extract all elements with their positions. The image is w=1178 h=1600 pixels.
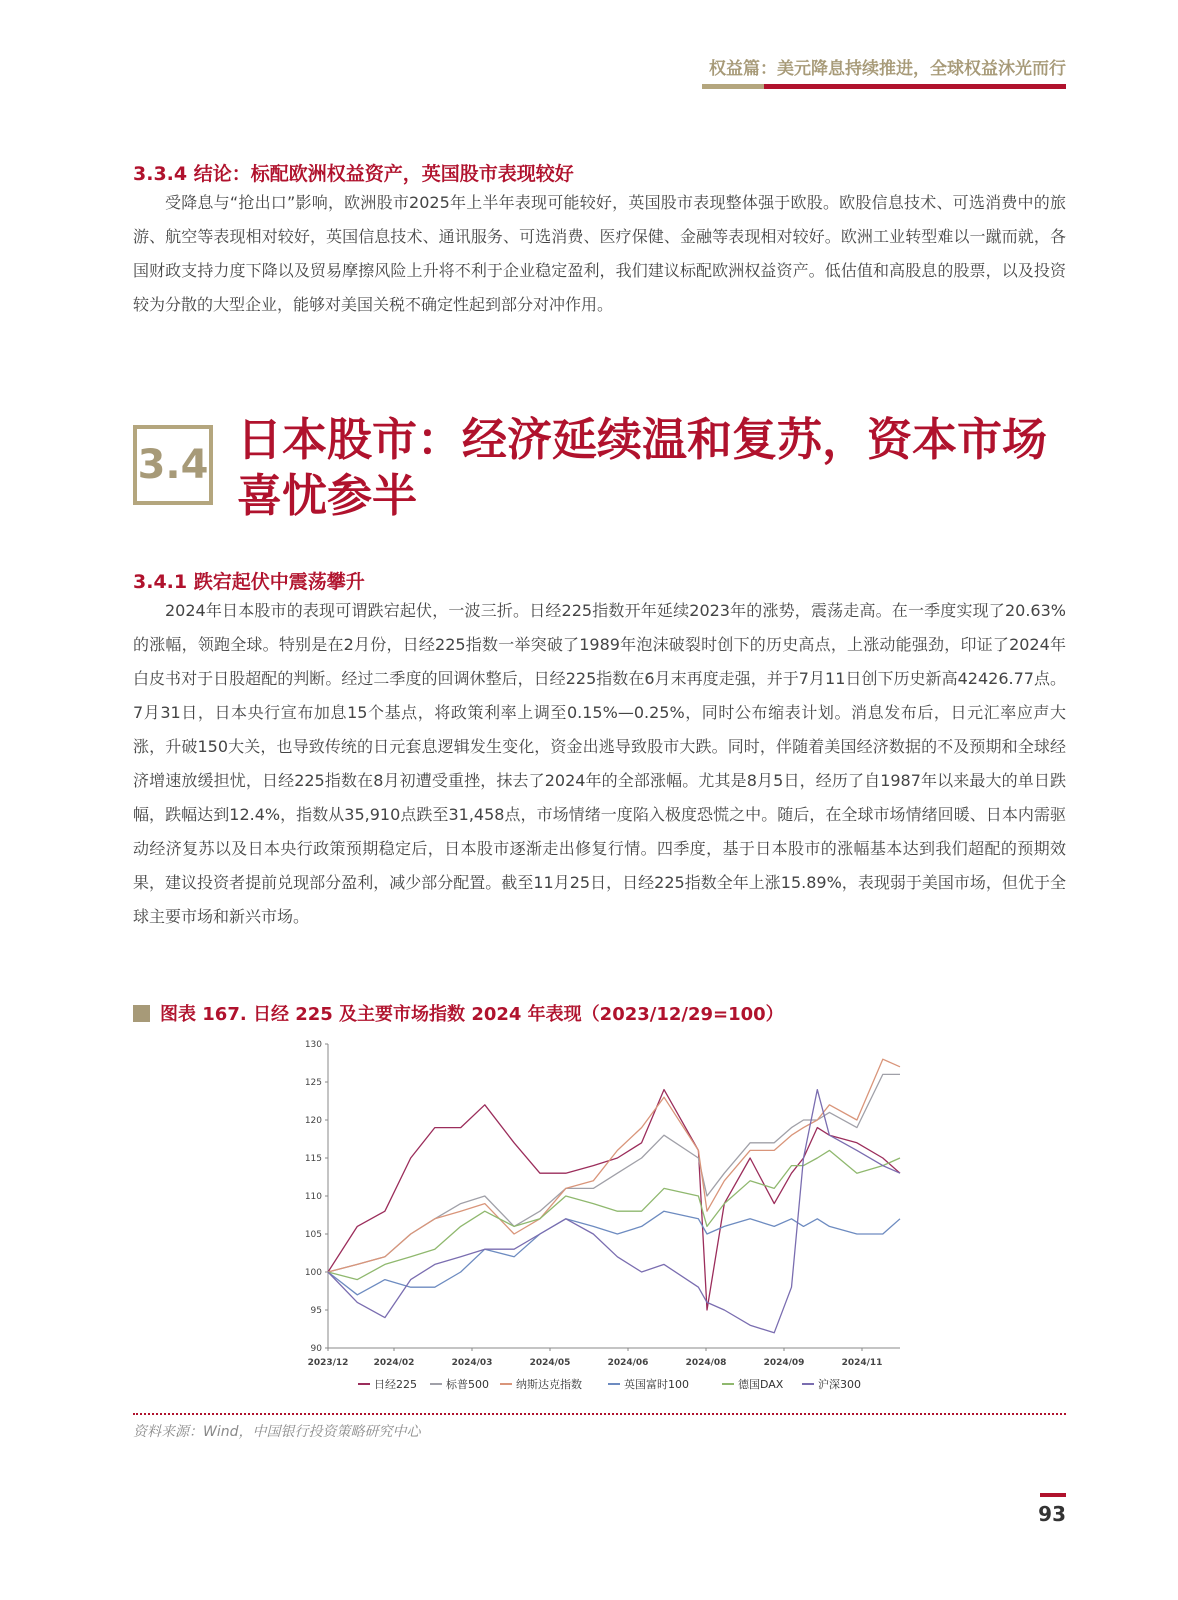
section-341-heading: 3.4.1 跌宕起伏中震荡攀升 (133, 571, 365, 593)
series-line-4 (328, 1150, 900, 1279)
figure-title-text: 图表 167. 日经 225 及主要市场指数 2024 年表现（2023/12/29=100） (160, 1004, 784, 1025)
page-number: 93 (1038, 1502, 1066, 1526)
section-34-title: 日本股市：经济延续温和复苏，资本市场喜忧参半 (237, 413, 1048, 522)
y-tick-label: 90 (310, 1344, 322, 1354)
header-title: 权益篇：美元降息持续推进，全球权益沐光而行 (709, 59, 1066, 79)
x-tick-label: 2024/09 (763, 1358, 805, 1368)
y-tick-label: 125 (304, 1078, 322, 1088)
source-divider (133, 1413, 1066, 1415)
y-tick-label: 105 (304, 1230, 322, 1240)
series-line-2 (328, 1059, 900, 1272)
y-tick-label: 120 (304, 1116, 322, 1126)
section-334-heading: 3.3.4 结论：标配欧洲权益资产，英国股市表现较好 (133, 163, 574, 185)
section-number-box: 3.4 (133, 425, 213, 505)
legend-label: 沪深300 (818, 1378, 861, 1391)
y-tick-label: 110 (304, 1192, 322, 1202)
legend-label: 德国DAX (738, 1378, 784, 1391)
header-rule (702, 84, 1066, 89)
x-tick-label: 2023/12 (307, 1358, 349, 1368)
x-tick-label: 2024/08 (685, 1358, 727, 1368)
y-tick-label: 115 (304, 1154, 322, 1164)
source-note: 资料来源：Wind，中国银行投资策略研究中心 (133, 1424, 421, 1440)
x-tick-label: 2024/11 (841, 1358, 883, 1368)
x-tick-label: 2024/03 (451, 1358, 493, 1368)
legend-label: 英国富时100 (624, 1378, 689, 1391)
y-tick-label: 100 (304, 1268, 322, 1278)
series-line-5 (328, 1090, 900, 1333)
figure-title (133, 1000, 784, 1026)
x-tick-label: 2024/02 (373, 1358, 415, 1368)
section-341-paragraph: 2024年日本股市的表现可谓跌宕起伏，一波三折。日经225指数开年延续2023年的涨势，震荡走高。在一季度实现了20.63%的涨幅，领跑全球。特别是在2月份，日经225指数一举突破了1989年泡沫破裂时创下的历史高点，上涨动能强劲，印证了2024年白皮书对于日股超配的判断。经过二季度的回调休整后，日经225指数在6月末再度走强，并于7月11日创下历史新高42426.77点。7月31日，日本央行宣布加息15个基点，将政策利率上调至0.15%—0.25%，同时公布缩表计划。消息发布后，日元汇率应声大涨，升破150大关，也导致传统的日元套息逻辑发生变化，资金出逃导致股市大跌。同时，伴随着美国经济数据的不及预期和全球经济增速放缓担忧，日经225指数在8月初遭受重挫，抹去了2024年的全部涨幅。尤其是8月5日，经历了自1987年以来最大的单日跌幅，跌幅达到12.4%，指数从35,910点跌至31,458点，市场情绪一度陷入极度恐慌之中。随后，在全球市场情绪回暖、日本内需驱动经济复苏以及日本央行政策预期稳定后，日本股市逐渐走出修复行情。四季度，基于日本股市的涨幅基本达到我们超配的预期效果，建议投资者提前兑现部分盈利，减少部分配置。截至11月25日，日经225指数全年上涨15.89%，表现弱于美国市场，但优于全球主要市场和新兴市场。 (133, 601, 1066, 926)
page-number-bar (1040, 1493, 1066, 1497)
legend-label: 日经225 (374, 1378, 417, 1391)
section-334-paragraph: 受降息与“抢出口”影响，欧洲股市2025年上半年表现可能较好，英国股市表现整体强于欧股。欧股信息技术、可选消费中的旅游、航空等表现相对较好，英国信息技术、通讯服务、可选消费、医疗保健、金融等表现相对较好。欧洲工业转型难以一蹴而就，各国财政支持力度下降以及贸易摩擦风险上升将不利于企业稳定盈利，我们建议标配欧洲权益资产。低估值和高股息的股票，以及投资较为分散的大型企业，能够对美国关税不确定性起到部分对冲作用。 (133, 193, 1066, 314)
y-tick-label: 130 (304, 1040, 322, 1050)
y-tick-label: 95 (310, 1306, 322, 1316)
line-chart (290, 1030, 910, 1400)
x-tick-label: 2024/05 (529, 1358, 571, 1368)
x-tick-label: 2024/06 (607, 1358, 649, 1368)
legend-label: 纳斯达克指数 (516, 1378, 582, 1391)
figure-title-marker (133, 1005, 150, 1022)
legend-label: 标普500 (446, 1378, 489, 1391)
